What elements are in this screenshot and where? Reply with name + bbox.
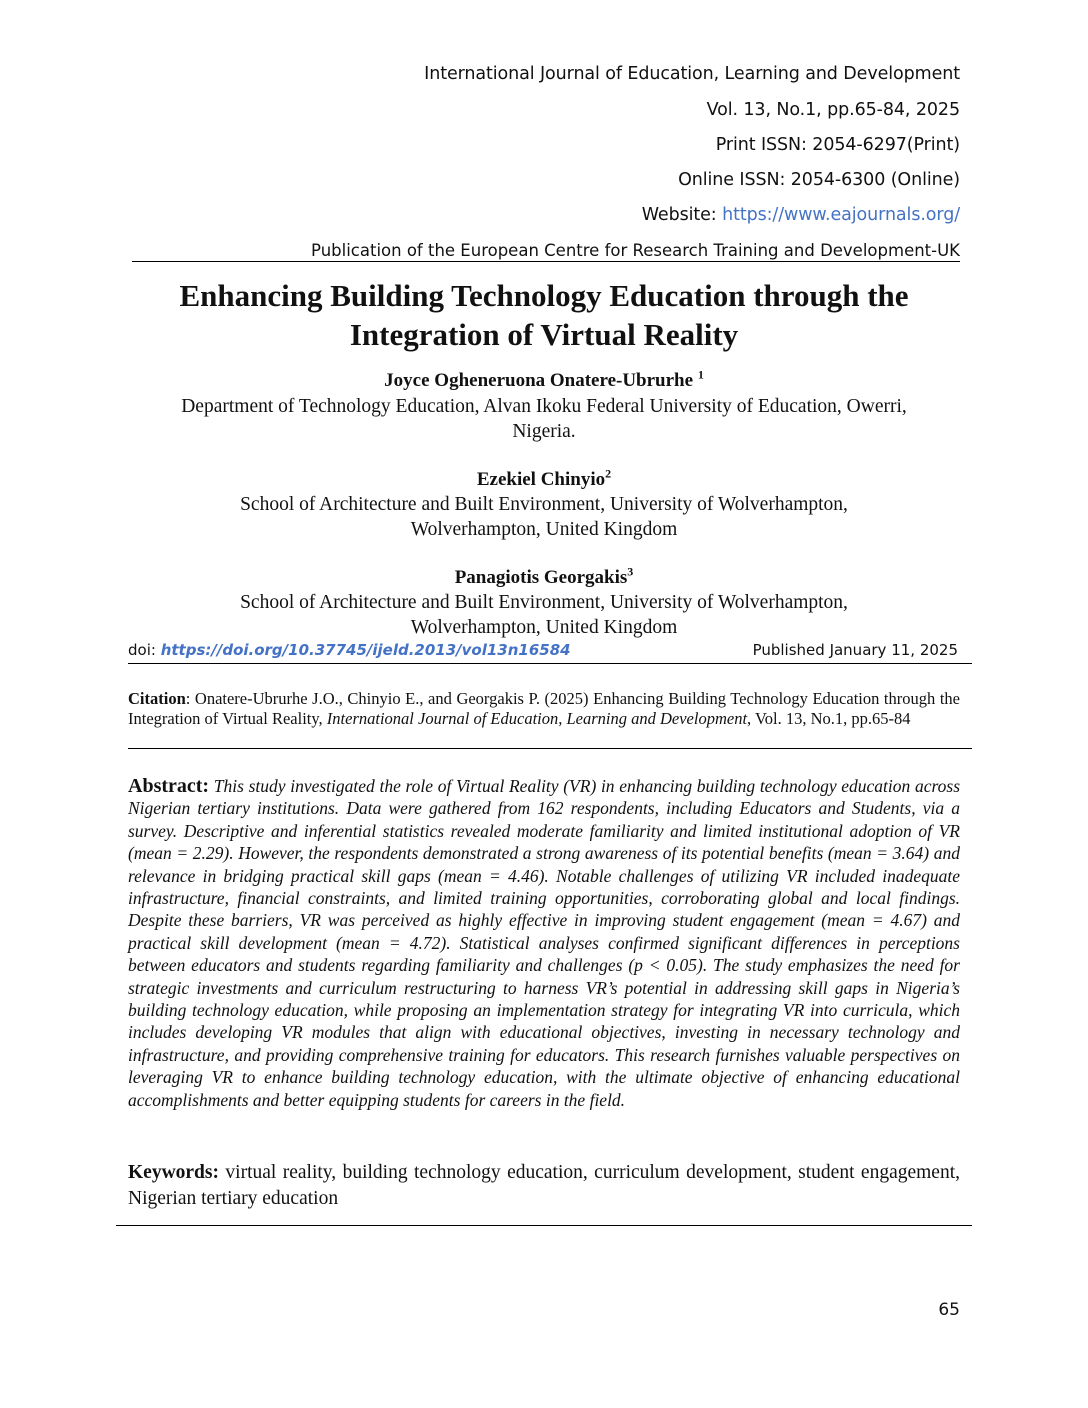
website-link[interactable]: https://www.eajournals.org/ (722, 205, 960, 225)
page-number: 65 (938, 1300, 960, 1320)
abstract (128, 775, 960, 1111)
author-1-aff-line-1: Department of Technology Education, Alvan Ikoku Federal University of Education, Owerri, (181, 396, 907, 417)
doi-link[interactable]: https://doi.org/10.37745/ijeld.2013/vol13n16584 (160, 641, 571, 659)
journal-name: International Journal of Education, Learning and Development (424, 64, 960, 84)
abstract-label: Abstract: (128, 775, 210, 797)
author-3-affiliation (120, 590, 968, 640)
print-issn: Print ISSN: 2054-6297(Print) (715, 135, 960, 155)
published-date: Published January 11, 2025 (752, 641, 958, 659)
paper-title (130, 276, 958, 354)
citation-text-2: , Vol. 13, No.1, pp.65-84 (747, 709, 911, 728)
volume-info: Vol. 13, No.1, pp.65-84, 2025 (706, 100, 960, 120)
doi-row (128, 641, 972, 664)
author-1-affiliation (120, 394, 968, 444)
citation-text-1: : Onatere-Ubrurhe J.O., Chinyio E., and Georgakis P. (2025) Enhancing Building Technology Education through the Integration of Virtual Reality, (128, 689, 960, 728)
title-line-1: Enhancing Building Technology Education through the (179, 278, 909, 313)
author-2-aff-line-2: Wolverhampton, United Kingdom (410, 519, 678, 540)
author-2-name (120, 466, 968, 491)
keywords-text: virtual reality, building technology education, curriculum development, student engagement, Nigerian tertiary education (128, 1162, 960, 1209)
keywords-divider (116, 1225, 972, 1226)
author-1-aff-line-2: Nigeria. (512, 421, 576, 442)
citation-label: Citation (128, 689, 186, 708)
website-label: Website: (641, 205, 723, 225)
author-1-name-text: Joyce Ogheneruona Onatere-Ubrurhe (384, 370, 698, 391)
abstract-text: This study investigated the role of Virtual Reality (VR) in enhancing building technology education across Nigerian tertiary institutions. Data were gathered from 162 respondents, including Educators and Students, via a survey. Descriptive and inferential statistics revealed moderate familiarity and limited institutional adoption of VR (mean = 2.29). However, the respondents demonstrated a strong awareness of its potential benefits (mean = 3.64) and relevance in bridging practical skill gaps (mean = 4.46). Notable challenges of utilizing VR included inadequate infrastructure, financial constraints, and limited training opportunities, corroborating global and local findings. Despite these barriers, VR was perceived as highly effective in improving student engagement (mean = 4.67) and practical skill development (mean = 4.72). Statistical analyses confirmed significant differences in perceptions between educators and students regarding familiarity and challenges (p < 0.05). The study emphasizes the need for strategic investments and curriculum restructuring to harness VR’s potential in addressing skill gaps in Nigeria’s building technology education, while proposing an implementation strategy for integrating VR into curricula, which includes developing VR modules that align with educational objectives, investing in necessary technology and infrastructure, and providing comprehensive training for educators. This research furnishes valuable perspectives on leveraging VR to enhance building technology education, with the ultimate objective of enhancing educational accomplishments and better equipping students for careers in the field. (128, 776, 961, 1110)
keywords (128, 1160, 960, 1212)
online-issn: Online ISSN: 2054-6300 (Online) (678, 170, 960, 190)
author-1-name (120, 367, 968, 392)
author-3-sup: 3 (627, 564, 634, 579)
title-line-2: Integration of Virtual Reality (349, 317, 739, 352)
citation-journal: International Journal of Education, Learning and Development (326, 709, 748, 728)
author-2-sup: 2 (605, 466, 612, 481)
keywords-label: Keywords: (128, 1162, 219, 1183)
citation (128, 689, 960, 729)
doi-separator: : (150, 641, 161, 659)
author-2-affiliation (120, 492, 968, 542)
author-2-aff-line-1: School of Architecture and Built Environment, University of Wolverhampton, (240, 494, 848, 515)
author-2-name-text: Ezekiel Chinyio (476, 469, 606, 490)
author-3-name (120, 564, 968, 589)
author-3-aff-line-1: School of Architecture and Built Environment, University of Wolverhampton, (240, 592, 848, 613)
website-line (642, 205, 960, 225)
publisher-line: Publication of the European Centre for Research Training and Development-UK (132, 241, 960, 262)
author-1-sup: 1 (697, 367, 704, 382)
doi-label: doi (128, 641, 151, 659)
citation-divider (128, 748, 972, 749)
author-3-aff-line-2: Wolverhampton, United Kingdom (410, 617, 678, 638)
author-3-name-text: Panagiotis Georgakis (454, 567, 628, 588)
